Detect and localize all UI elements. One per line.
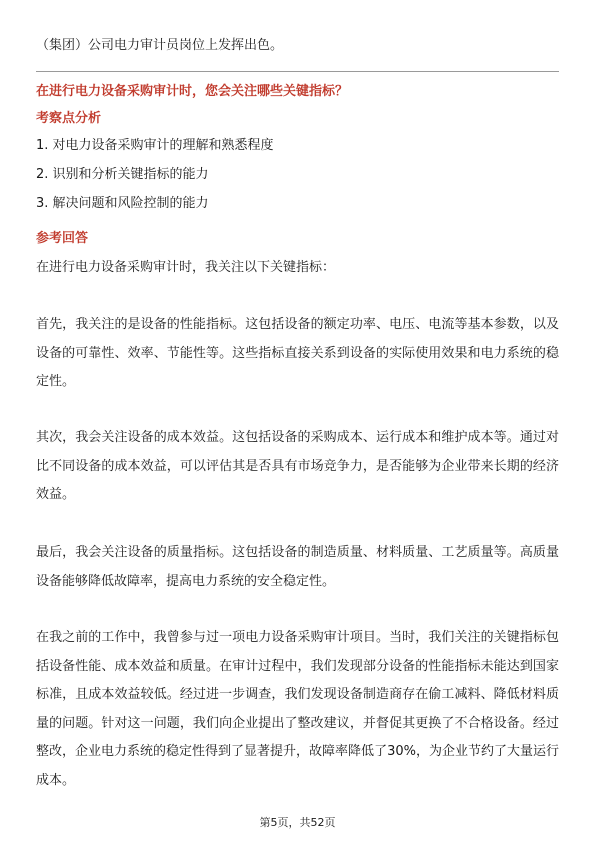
page-number: 第5页，共52页 bbox=[259, 816, 336, 829]
question-title: 在进行电力设备采购审计时，您会关注哪些关键指标？ bbox=[36, 84, 349, 99]
answer-intro: 在进行电力设备采购审计时，我关注以下关键指标： bbox=[36, 260, 336, 275]
answer-paragraph: 最后，我会关注设备的质量指标。这包括设备的制造质量、材料质量、工艺质量等。高质量设备能够降低故障率，提高电力系统的安全稳定性。 bbox=[36, 545, 559, 589]
analysis-point: 2. 识别和分析关键指标的能力 bbox=[36, 167, 209, 182]
analysis-points-list bbox=[36, 136, 274, 223]
answer-paragraph: 在我之前的工作中，我曾参与过一项电力设备采购审计项目。当时，我们关注的关键指标包括设备性能、成本效益和质量。在审计过程中，我们发现部分设备的性能指标未能达到国家标准，且成本效益较低。经过进一步调查，我们发现设备制造商存在偷工减料、降低材料质量的问题。针对这一问题，我们向企业提出了整改建议，并督促其更换了不合格设备。经过整改，企业电力系统的稳定性得到了显著提升，故障率降低了30%，为企业节约了大量运行成本。 bbox=[36, 630, 559, 788]
answer-paragraph: 其次，我会关注设备的成本效益。这包括设备的采购成本、运行成本和维护成本等。通过对比不同设备的成本效益，可以评估其是否具有市场竞争力，是否能够为企业带来长期的经济效益。 bbox=[36, 430, 559, 502]
answer-heading: 参考回答 bbox=[36, 231, 89, 246]
analysis-point: 3. 解决问题和风险控制的能力 bbox=[36, 196, 209, 211]
analysis-point: 1. 对电力设备采购审计的理解和熟悉程度 bbox=[36, 138, 274, 153]
carry-over-text: （集团）公司电力审计员岗位上发挥出色。 bbox=[36, 38, 284, 53]
section-divider bbox=[36, 71, 559, 72]
analysis-heading: 考察点分析 bbox=[36, 111, 102, 126]
answer-paragraph: 首先，我关注的是设备的性能指标。这包括设备的额定功率、电压、电流等基本参数，以及设备的可靠性、效率、节能性等。这些指标直接关系到设备的实际使用效果和电力系统的稳定性。 bbox=[36, 317, 559, 389]
